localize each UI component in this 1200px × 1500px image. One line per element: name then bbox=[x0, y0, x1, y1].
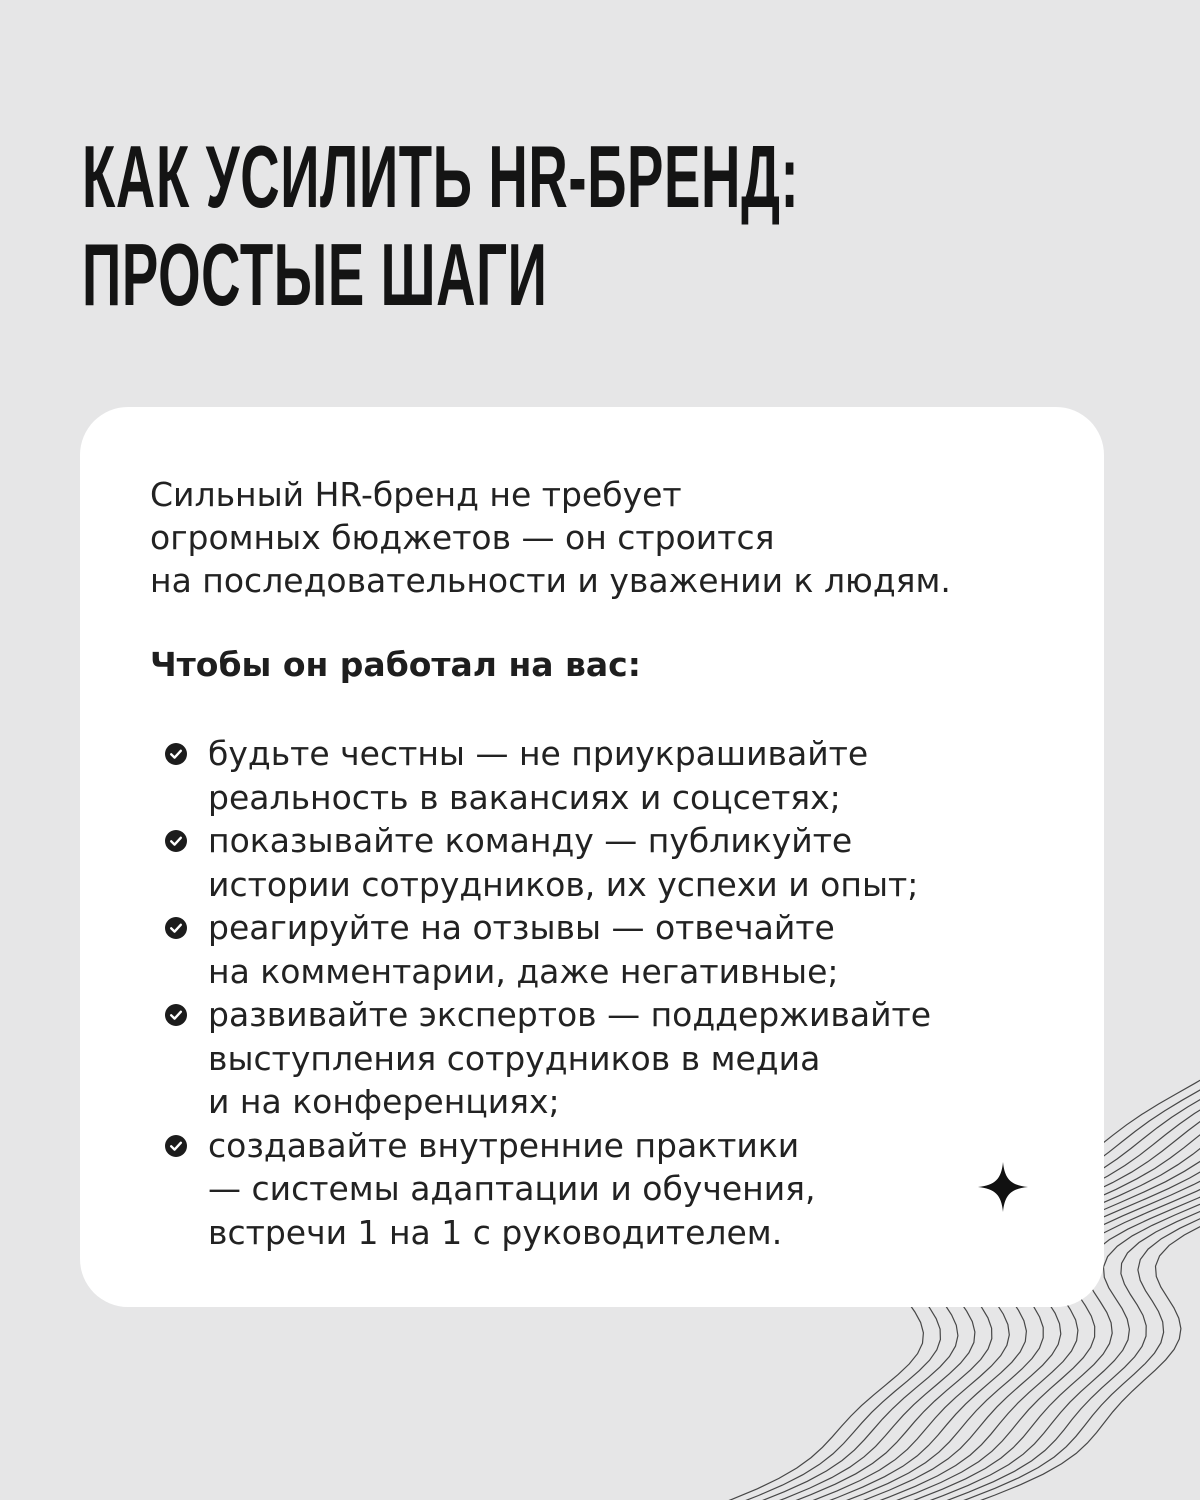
list-item-line: реагируйте на отзывы — отвечайте bbox=[208, 908, 835, 947]
check-circle-icon bbox=[165, 743, 187, 765]
check-circle-icon bbox=[165, 830, 187, 852]
intro-paragraph bbox=[150, 473, 1050, 602]
title-line-1: КАК УСИЛИТЬ HR-БРЕНД: bbox=[82, 127, 800, 226]
list-item-line: истории сотрудников, их успехи и опыт; bbox=[208, 864, 919, 904]
list-item-line: встречи 1 на 1 с руководителем. bbox=[208, 1212, 783, 1252]
check-circle-icon bbox=[165, 1004, 187, 1026]
list-item-line: реальность в вакансиях и соцсетях; bbox=[208, 777, 841, 817]
list-item bbox=[150, 1124, 931, 1255]
list-item bbox=[150, 732, 931, 819]
list-item-line: показывайте команду — публикуйте bbox=[208, 821, 853, 860]
list-item-line: будьте честны — не приукрашивайте bbox=[208, 734, 869, 773]
list-item-line: выступления сотрудников в медиа bbox=[208, 1038, 821, 1078]
check-circle-icon bbox=[165, 917, 187, 939]
content-card bbox=[80, 407, 1104, 1307]
list-item bbox=[150, 819, 931, 906]
list-item bbox=[150, 993, 931, 1124]
sparkle-icon bbox=[976, 1160, 1030, 1214]
page-title bbox=[82, 128, 799, 324]
check-circle-icon bbox=[165, 1135, 187, 1157]
list-item-line: и на конференциях; bbox=[208, 1082, 560, 1121]
list-item-line: создавайте внутренние практики bbox=[208, 1125, 800, 1165]
intro-line-1: Сильный HR-бренд не требует bbox=[150, 475, 682, 514]
intro-line-3: на последовательности и уважении к людям. bbox=[150, 561, 951, 600]
tips-list bbox=[150, 732, 931, 1254]
intro-line-2: огромных бюджетов — он строится bbox=[150, 518, 775, 557]
list-item bbox=[150, 906, 931, 993]
list-item-line: на комментарии, даже негативные; bbox=[208, 951, 839, 991]
list-item-line: развивайте экспертов — поддерживайте bbox=[208, 995, 932, 1034]
list-item-line: — системы адаптации и обучения, bbox=[208, 1169, 816, 1208]
list-heading: Чтобы он работал на вас: bbox=[150, 645, 641, 684]
title-line-2: ПРОСТЫЕ ШАГИ bbox=[82, 225, 548, 324]
